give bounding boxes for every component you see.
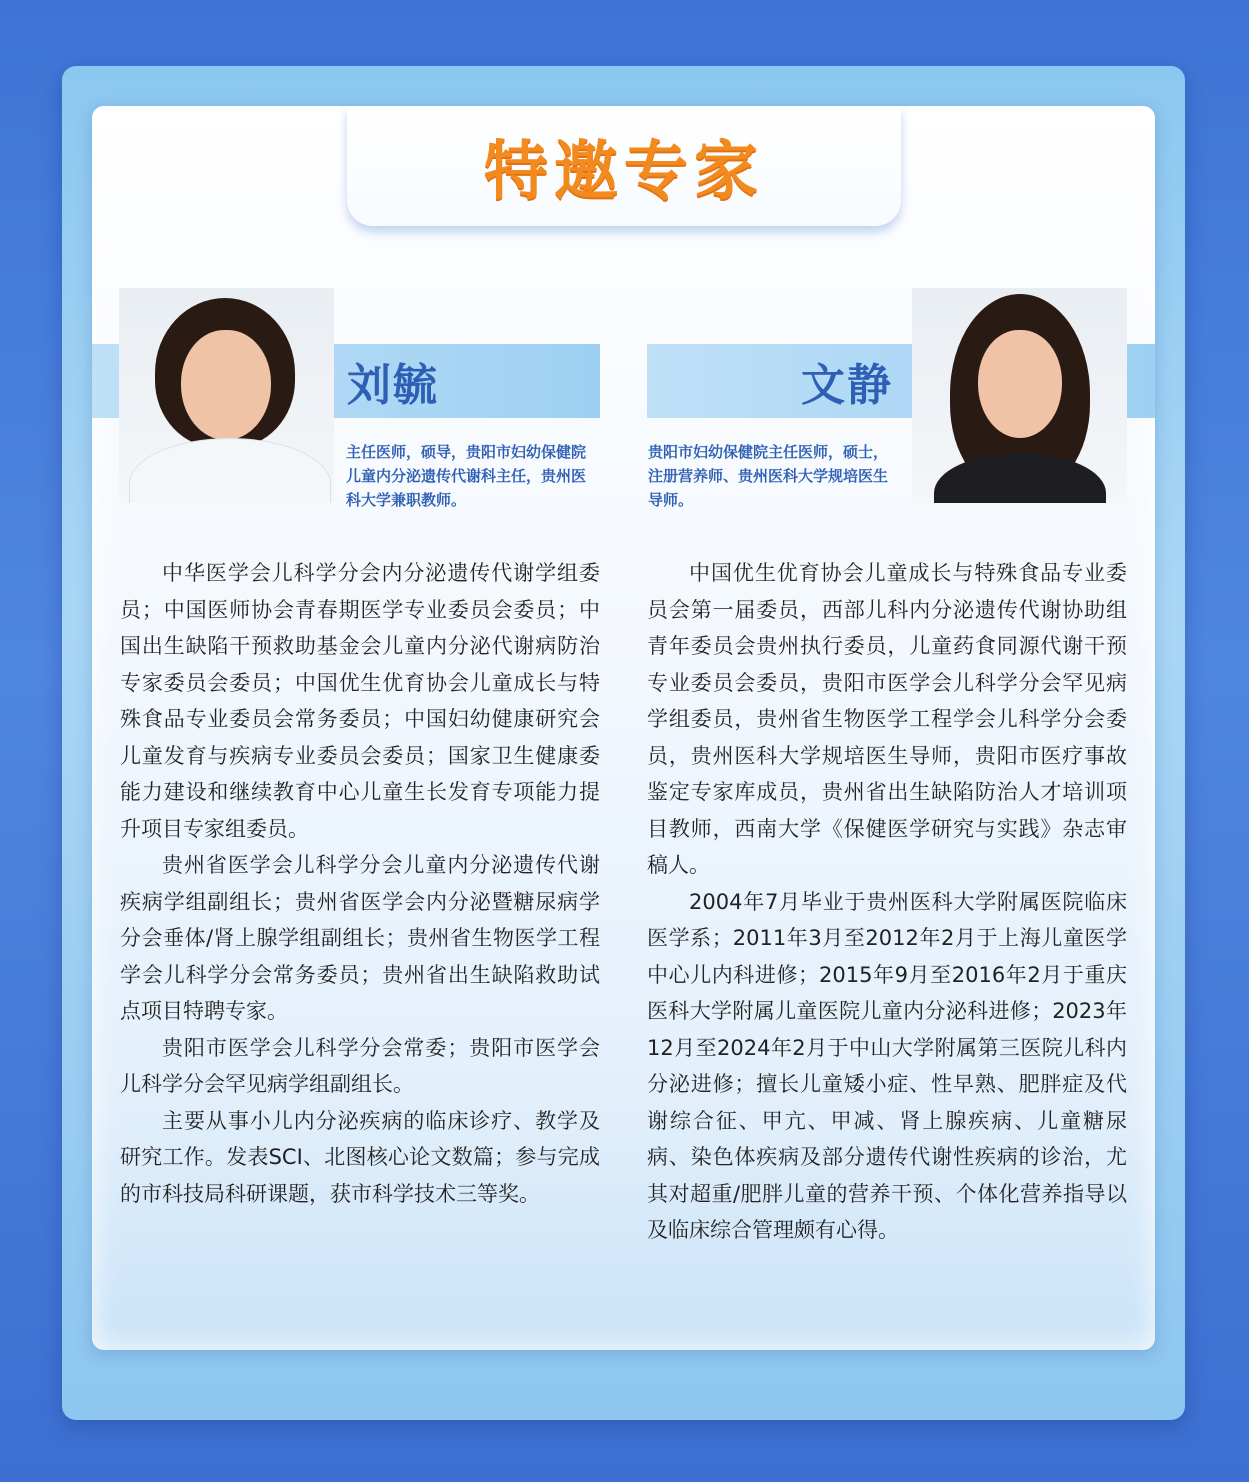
title-tab: [347, 106, 901, 226]
expert-2-bio-paragraph: 2004年7月毕业于贵州医科大学附属医院临床医学系；2011年3月至2012年2月于上海儿童医学中心儿内科进修；2015年9月至2016年2月于重庆医科大学附属儿童医院儿童内分泌科进修；2023年12月至2024年2月于中山大学附属第三医院儿科内分泌进修；擅长儿童矮小症、性早熟、肥胖症及代谢综合征、甲亢、甲减、肾上腺疾病、儿童糖尿病、染色体疾病及部分遗传代谢性疾病的诊治，尤其对超重/肥胖儿童的营养干预、个体化营养指导以及临床综合管理颇有心得。: [647, 889, 1127, 1242]
expert-2-bio: [647, 555, 1127, 1249]
expert-1-bio-paragraph: 贵州省医学会儿科学分会儿童内分泌遗传代谢疾病学组副组长；贵州省医学会内分泌暨糖尿病学分会垂体/肾上腺学组副组长；贵州省生物医学工程学会儿科学分会常务委员；贵州省出生缺陷救助试点项目特聘专家。: [120, 853, 600, 1023]
expert-1-title: 主任医师，硕导，贵阳市妇幼保健院儿童内分泌遗传代谢科主任，贵州医科大学兼职教师。: [346, 443, 587, 509]
expert-2-title: 贵阳市妇幼保健院主任医师，硕士，注册营养师、贵州医科大学规培医生导师。: [648, 443, 889, 509]
expert-1-bio-paragraph: 主要从事小儿内分泌疾病的临床诊疗、教学及研究工作。发表SCI、北图核心论文数篇；参与完成的市科技局科研课题，获市科学技术三等奖。: [120, 1108, 600, 1206]
expert-1-name: 刘毓: [347, 360, 439, 411]
expert-1-bio: [120, 555, 600, 1212]
expert-1-photo: [119, 288, 334, 503]
expert-1-bio-paragraph: 中华医学会儿科学分会内分泌遗传代谢学组委员；中国医师协会青春期医学专业委员会委员；中国出生缺陷干预救助基金会儿童内分泌代谢病防治专家委员会委员；中国优生优育协会儿童成长与特殊食品专业委员会常务委员；中国妇幼健康研究会儿童发育与疾病专业委员会委员；国家卫生健康委能力建设和继续教育中心儿童生长发育专项能力提升项目专家组委员。: [120, 561, 600, 841]
expert-2-bio-paragraph: 中国优生优育协会儿童成长与特殊食品专业委员会第一届委员，西部儿科内分泌遗传代谢协助组青年委员会贵州执行委员，儿童药食同源代谢干预专业委员会委员，贵阳市医学会儿科学分会罕见病学组委员，贵州省生物医学工程学会儿科学分会委员，贵州医科大学规培医生导师，贵阳市医疗事故鉴定专家库成员，贵州省出生缺陷防治人才培训项目教师，西南大学《保健医学研究与实践》杂志审稿人。: [647, 561, 1127, 877]
expert-2-name: 文静: [801, 360, 893, 411]
expert-1-bio-paragraph: 贵阳市医学会儿科学分会常委；贵阳市医学会儿科学分会罕见病学组副组长。: [120, 1035, 600, 1096]
expert-2-photo: [912, 288, 1127, 503]
page-title: 特邀专家: [484, 135, 764, 209]
